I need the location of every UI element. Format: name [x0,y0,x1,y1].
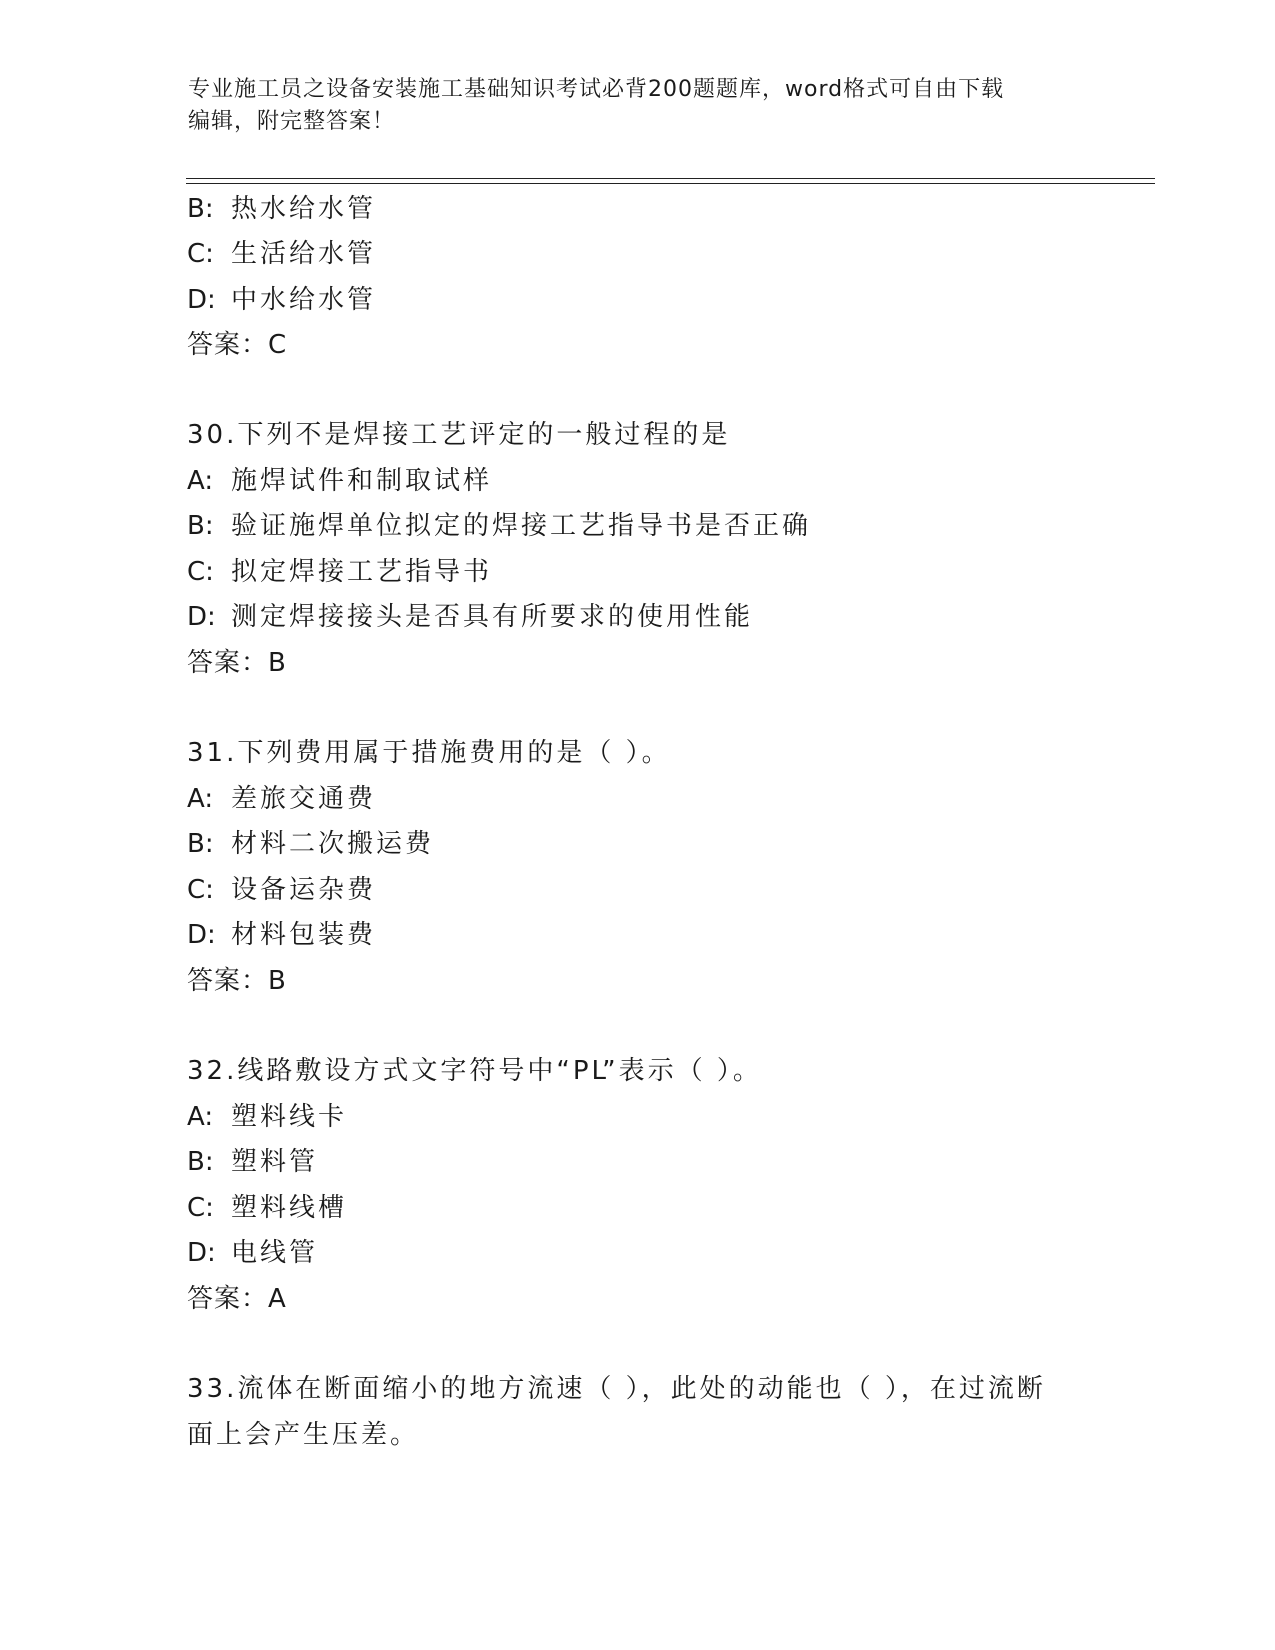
q30-option-a: A: 施焊试件和制取试样 [187,466,493,496]
header-divider-top [186,178,1155,179]
q33-question-line-2: 面上会产生压差。 [187,1420,420,1450]
q32-option-b: B: 塑料管 [187,1147,319,1177]
document-header [188,74,1088,138]
q29-answer: 答案：C [187,330,288,360]
q29-option-d: D: 中水给水管 [187,285,377,315]
q31-answer: 答案：B [187,966,287,996]
q31-option-c: C: 设备运杂费 [187,875,377,905]
q30-option-c: C: 拟定焊接工艺指导书 [187,557,493,587]
q32-option-a: A: 塑料线卡 [187,1102,348,1132]
q31-question: 31.下列费用属于措施费用的是（ ）。 [187,738,671,768]
q32-option-d: D: 电线管 [187,1238,319,1268]
q31-option-a: A: 差旅交通费 [187,784,377,814]
q32-answer: 答案：A [187,1284,287,1314]
q30-question: 30.下列不是焊接工艺评定的一般过程的是 [187,420,731,450]
header-divider-bottom [186,183,1155,184]
q32-option-c: C: 塑料线槽 [187,1193,348,1223]
q31-option-b: B: 材料二次搬运费 [187,829,435,859]
q30-answer: 答案：B [187,648,287,678]
q32-question: 32.线路敷设方式文字符号中“PL”表示（ ）。 [187,1056,762,1086]
q30-option-b: B: 验证施焊单位拟定的焊接工艺指导书是否正确 [187,511,812,541]
header-line-1: 专业施工员之设备安装施工基础知识考试必背200题题库，word格式可自由下载 [188,77,1005,102]
header-line-2: 编辑，附完整答案！ [188,109,396,134]
q31-option-d: D: 材料包装费 [187,920,377,950]
q29-option-b: B: 热水给水管 [187,194,377,224]
q30-option-d: D: 测定焊接接头是否具有所要求的使用性能 [187,602,754,632]
q29-option-c: C: 生活给水管 [187,239,377,269]
q33-question-line-1: 33.流体在断面缩小的地方流速（ ），此处的动能也（ ），在过流断 [187,1374,1046,1404]
